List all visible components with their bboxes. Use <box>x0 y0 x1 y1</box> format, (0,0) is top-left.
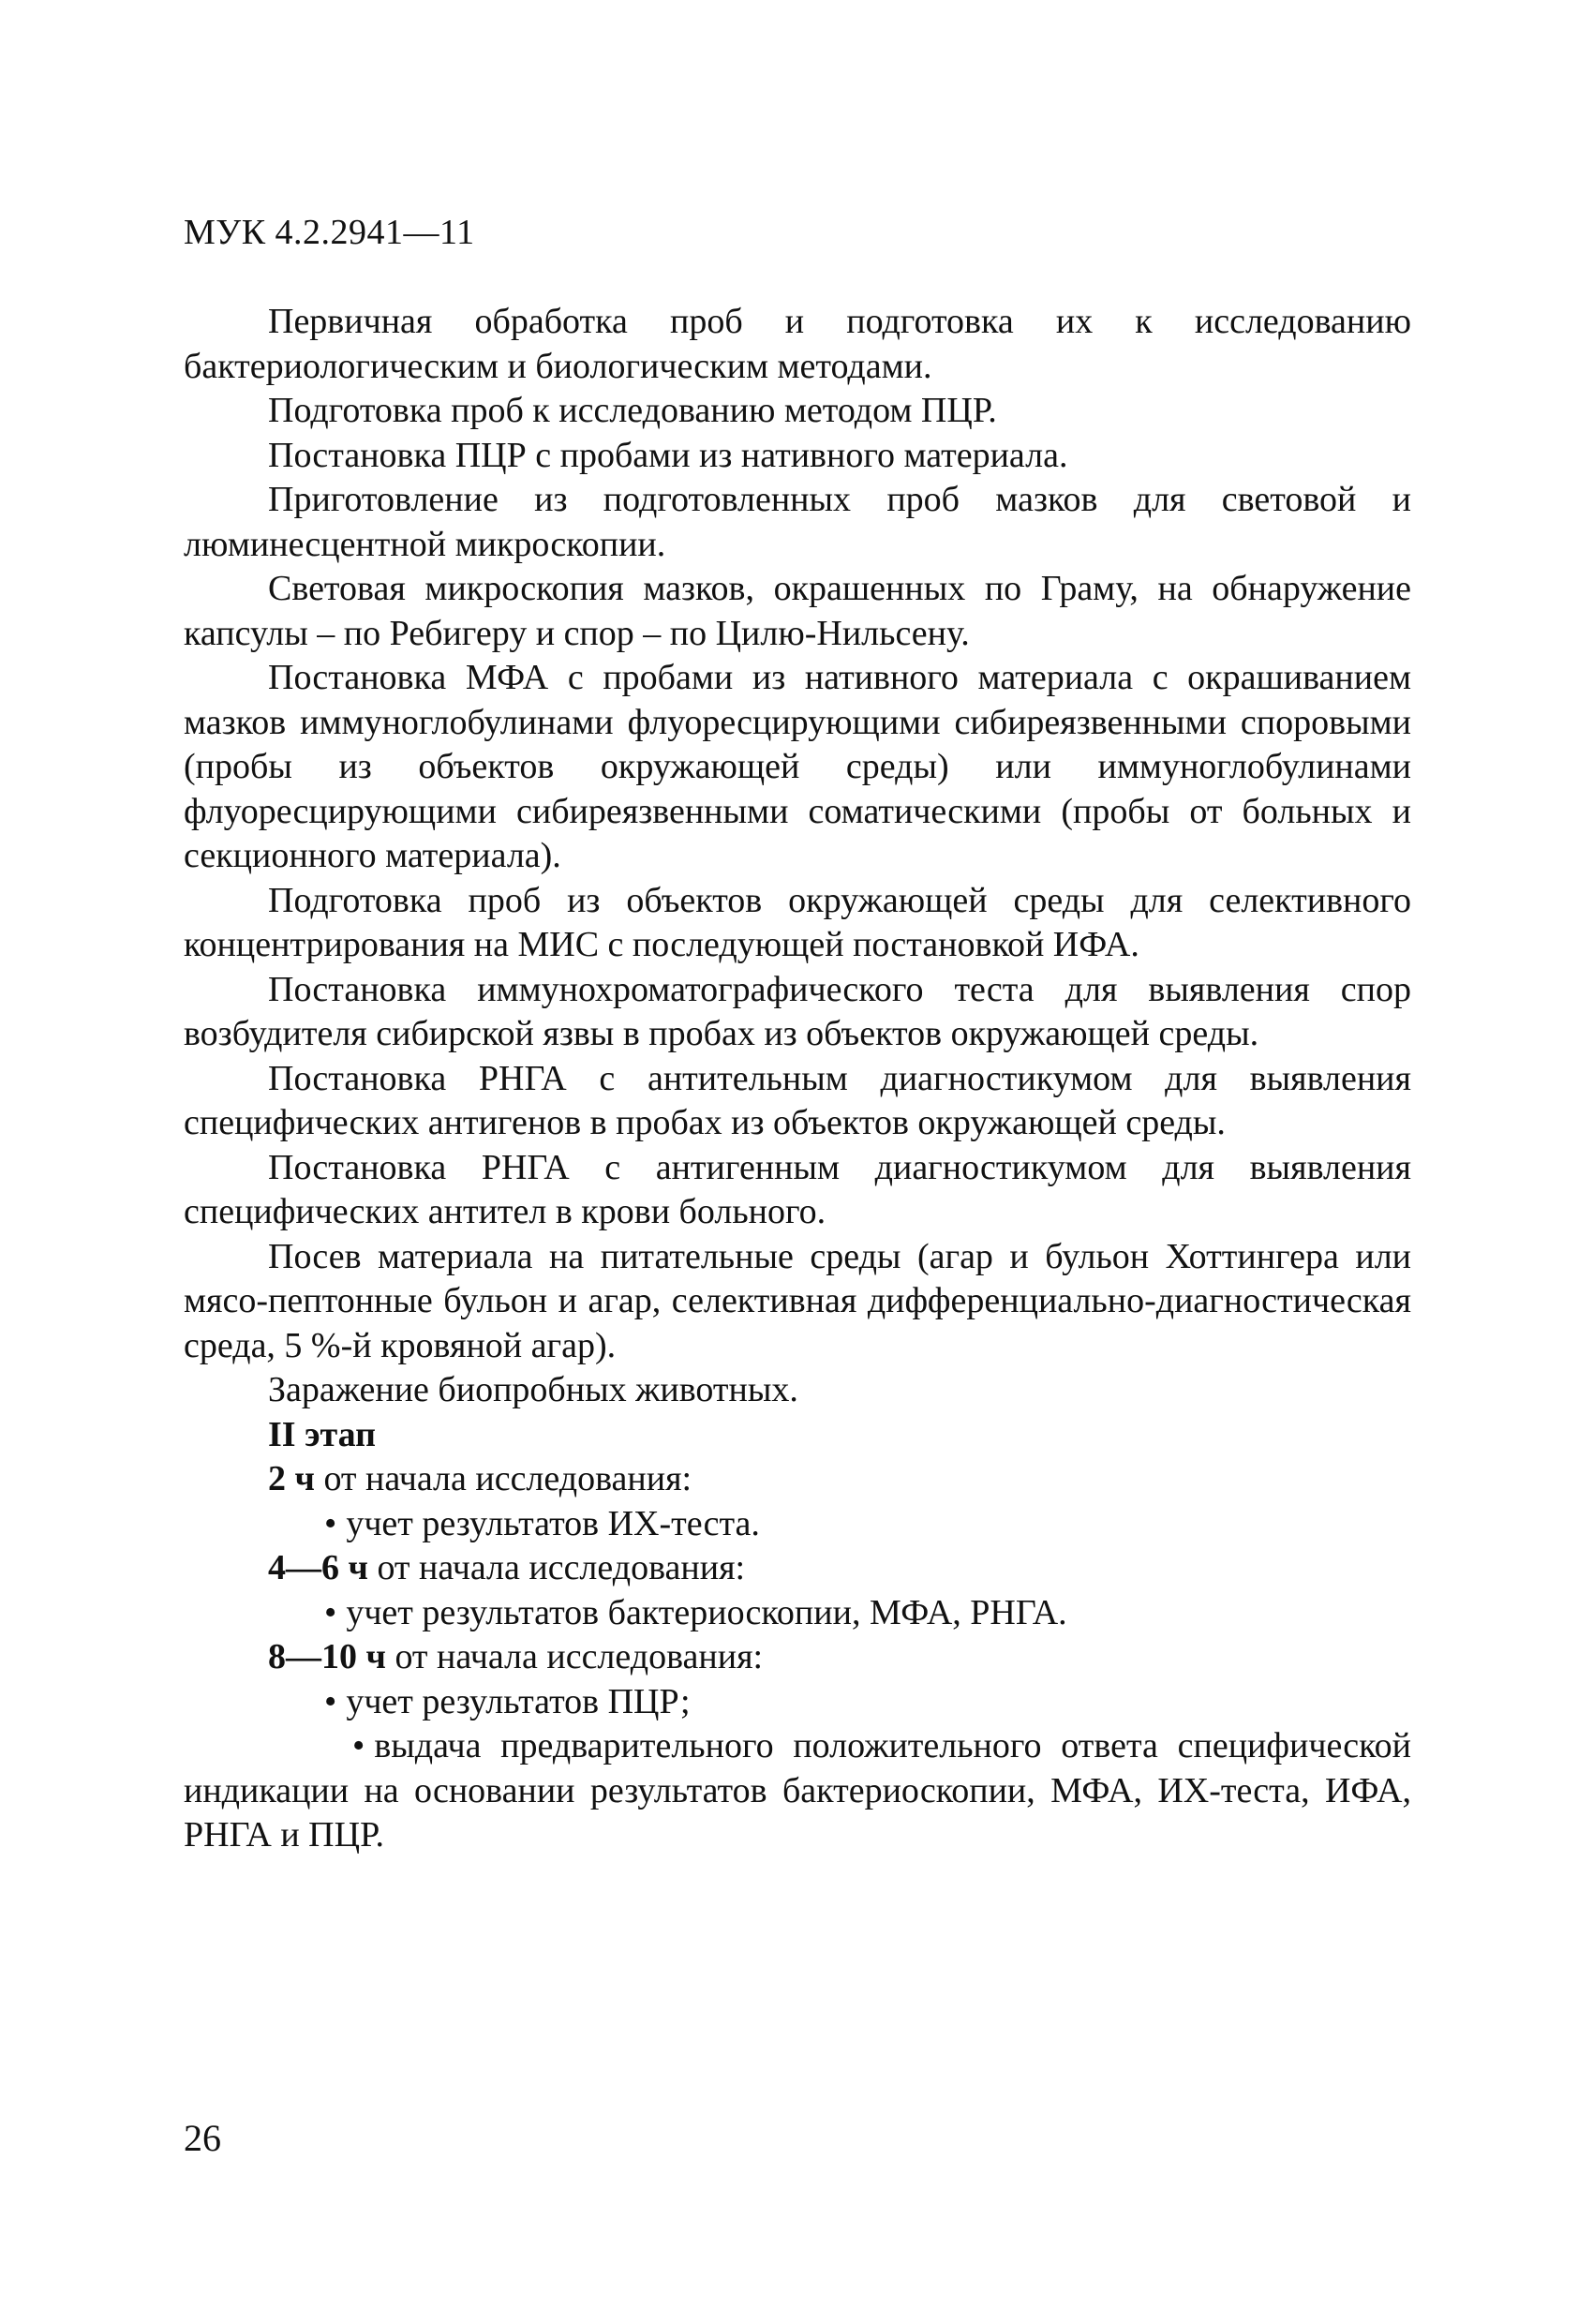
stage-step-time <box>184 1546 1411 1591</box>
step-time-bold: 4—6 ч <box>268 1548 368 1587</box>
stage-step-time <box>184 1457 1411 1502</box>
list-item <box>184 1502 1411 1547</box>
list-item-text: учет результатов бактериоскопии, МФА, РНГА. <box>346 1592 1067 1632</box>
stage-title: II этап <box>268 1414 377 1454</box>
page-body <box>184 300 1411 1858</box>
bullet-icon: • <box>324 1592 337 1632</box>
paragraph: Постановка ПЦР с пробами из нативного материала. <box>268 435 1068 475</box>
step-time-bold: 8—10 ч <box>268 1637 386 1676</box>
paragraph: Заражение биопробных животных. <box>268 1370 798 1409</box>
list-item <box>184 1680 1411 1725</box>
list-item <box>184 1591 1411 1636</box>
list-item-text: учет результатов ПЦР; <box>346 1681 691 1721</box>
stage-step-time <box>184 1635 1411 1680</box>
paragraph: Световая микроскопия мазков, окрашенных по Граму, на обнаружение капсулы – по Ребигеру и спор – по Цилю-Нильсену. <box>184 569 1411 653</box>
page-number: 26 <box>184 2117 221 2159</box>
bullet-icon: • <box>352 1726 365 1765</box>
paragraph: Посев материала на питательные среды (агар и бульон Хоттингера или мясо-пептонные бульон и агар, селективная дифференциально-диагностическая среда, 5 %-й кровяной агар). <box>184 1236 1411 1365</box>
step-time-text: от начала исследования: <box>367 1548 746 1587</box>
step-time-text: от начала исследования: <box>385 1637 764 1676</box>
paragraph: Подготовка проб из объектов окружающей среды для селективного концентрирования на МИС с последующей постановкой ИФА. <box>184 880 1411 964</box>
paragraph: Постановка МФА с пробами из нативного материала с окрашиванием мазков иммуноглобулинами флуоресцирующими сибиреязвенными споровыми (пробы из объектов окружающей среды) или иммуноглобулинами флуоресцирующими сибиреязвенными соматическими (пробы от больных и секционного материала). <box>184 658 1411 875</box>
paragraph: Постановка иммунохроматографического теста для выявления спор возбудителя сибирской язвы в пробах из объектов окружающей среды. <box>184 969 1411 1053</box>
list-item-text: учет результатов ИХ-теста. <box>346 1503 760 1543</box>
step-time-bold: 2 ч <box>268 1459 315 1498</box>
paragraph: Приготовление из подготовленных проб мазков для световой и люминесцентной микроскопии. <box>184 480 1411 564</box>
list-item <box>184 1724 1411 1858</box>
paragraph: Постановка РНГА с антигенным диагностикумом для выявления специфических антител в крови больного. <box>184 1147 1411 1231</box>
paragraph: Первичная обработка проб и подготовка их к исследованию бактериологическим и биологическим методами. <box>184 302 1411 386</box>
bullet-icon: • <box>324 1503 337 1543</box>
document-code: МУК 4.2.2941—11 <box>184 213 475 252</box>
paragraph: Постановка РНГА с антительным диагностикумом для выявления специфических антигенов в пробах из объектов окружающей среды. <box>184 1058 1411 1142</box>
paragraph: Подготовка проб к исследованию методом ПЦР. <box>268 391 997 430</box>
bullet-icon: • <box>324 1681 337 1721</box>
step-time-text: от начала исследования: <box>314 1459 692 1498</box>
list-item-text: выдача предварительного положительного ответа специфической индикации на основании результатов бактериоскопии, МФА, ИХ-теста, ИФА, РНГА и ПЦР. <box>184 1726 1411 1855</box>
